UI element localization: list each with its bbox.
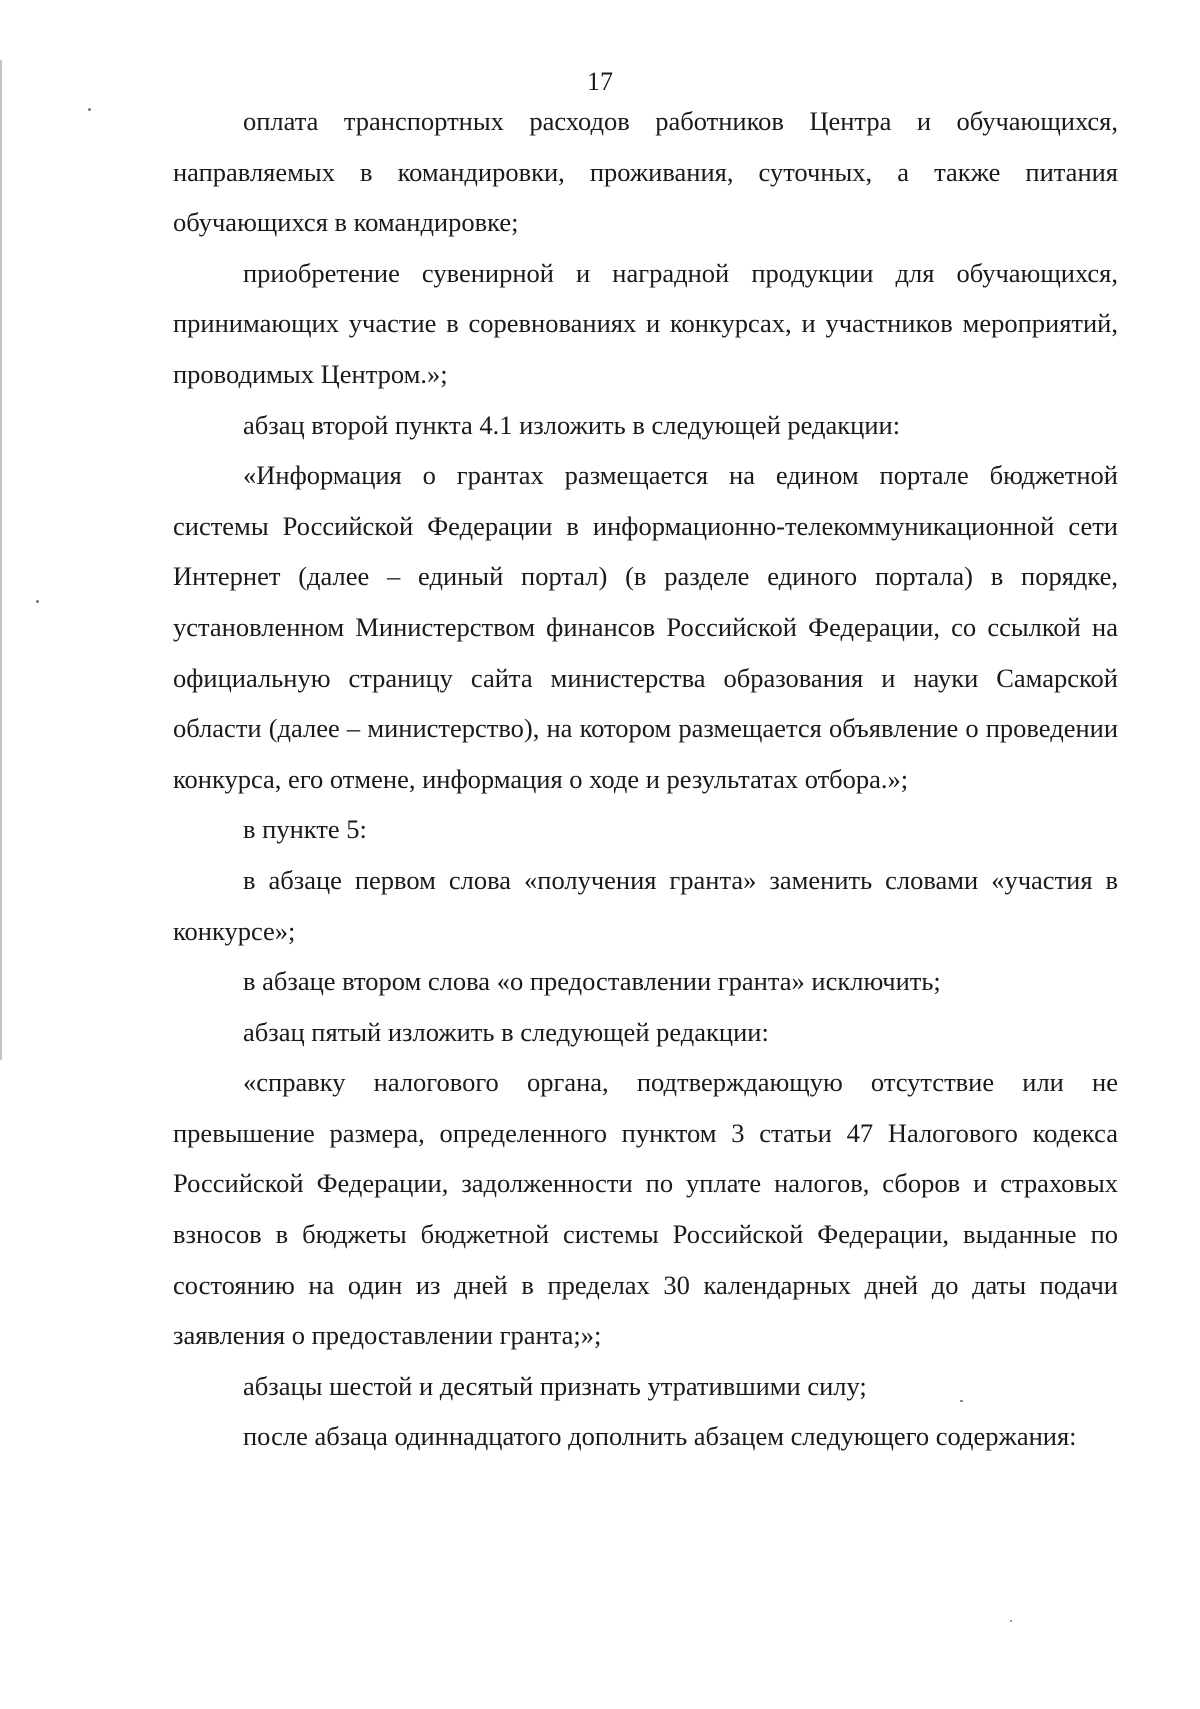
paragraph-add-after-eleventh: после абзаца одиннадцатого дополнить абзацем следующего содержания:	[243, 1421, 1077, 1452]
scan-speck	[1010, 1620, 1012, 1622]
paragraph-grant-information: «Информация о грантах размещается на едином портале бюджетной системы Российской Федерации в информационно-телекоммуникационной сети Интернет (далее – единый портал) (в разделе единого портала) в порядке, установленном Министерством финансов Российской Федерации, со ссылкой на официальную страницу сайта министерства образования и науки Самарской области (далее – министерство), на котором размещается объявление о проведении конкурса, его отмене, информация о ходе и результатах отбора.»;	[173, 460, 1118, 794]
paragraph-tax-certificate: «справку налогового органа, подтверждающую отсутствие или не превышение размера, определенного пунктом 3 статьи 47 Налогового кодекса Российской Федерации, задолженности по уплате налогов, сборов и страховых взносов в бюджеты бюджетной системы Российской Федерации, выданные по состоянию на один из дней в пределах 30 календарных дней до даты подачи заявления о предоставлении гранта;»;	[173, 1067, 1118, 1351]
paragraph-amend-4-1: абзац второй пункта 4.1 изложить в следующей редакции:	[243, 409, 901, 440]
scan-speck	[88, 108, 91, 111]
paragraph-item-5: в пункте 5:	[243, 814, 367, 845]
paragraph-fifth-subparagraph: абзац пятый изложить в следующей редакции:	[243, 1016, 769, 1047]
paragraph-repealed: абзацы шестой и десятый признать утратившими силу;	[243, 1370, 867, 1401]
page-number: 17	[587, 67, 613, 96]
paragraph-second-subparagraph: в абзаце втором слова «о предоставлении гранта» исключить;	[243, 966, 941, 997]
paragraph-first-subparagraph: в абзаце первом слова «получения гранта» заменить словами «участия в конкурсе»;	[173, 864, 1118, 946]
document-body	[173, 96, 1118, 1462]
scan-speck	[36, 600, 39, 603]
paragraph-transport-expenses: оплата транспортных расходов работников Центра и обучающихся, направляемых в командировки, проживания, суточных, а также питания обучающихся в командировке;	[173, 106, 1118, 238]
paragraph-souvenir-products: приобретение сувенирной и наградной продукции для обучающихся, принимающих участие в соревнованиях и конкурсах, и участников мероприятий, проводимых Центром.»;	[173, 257, 1118, 389]
scan-edge-mark	[0, 60, 2, 1060]
